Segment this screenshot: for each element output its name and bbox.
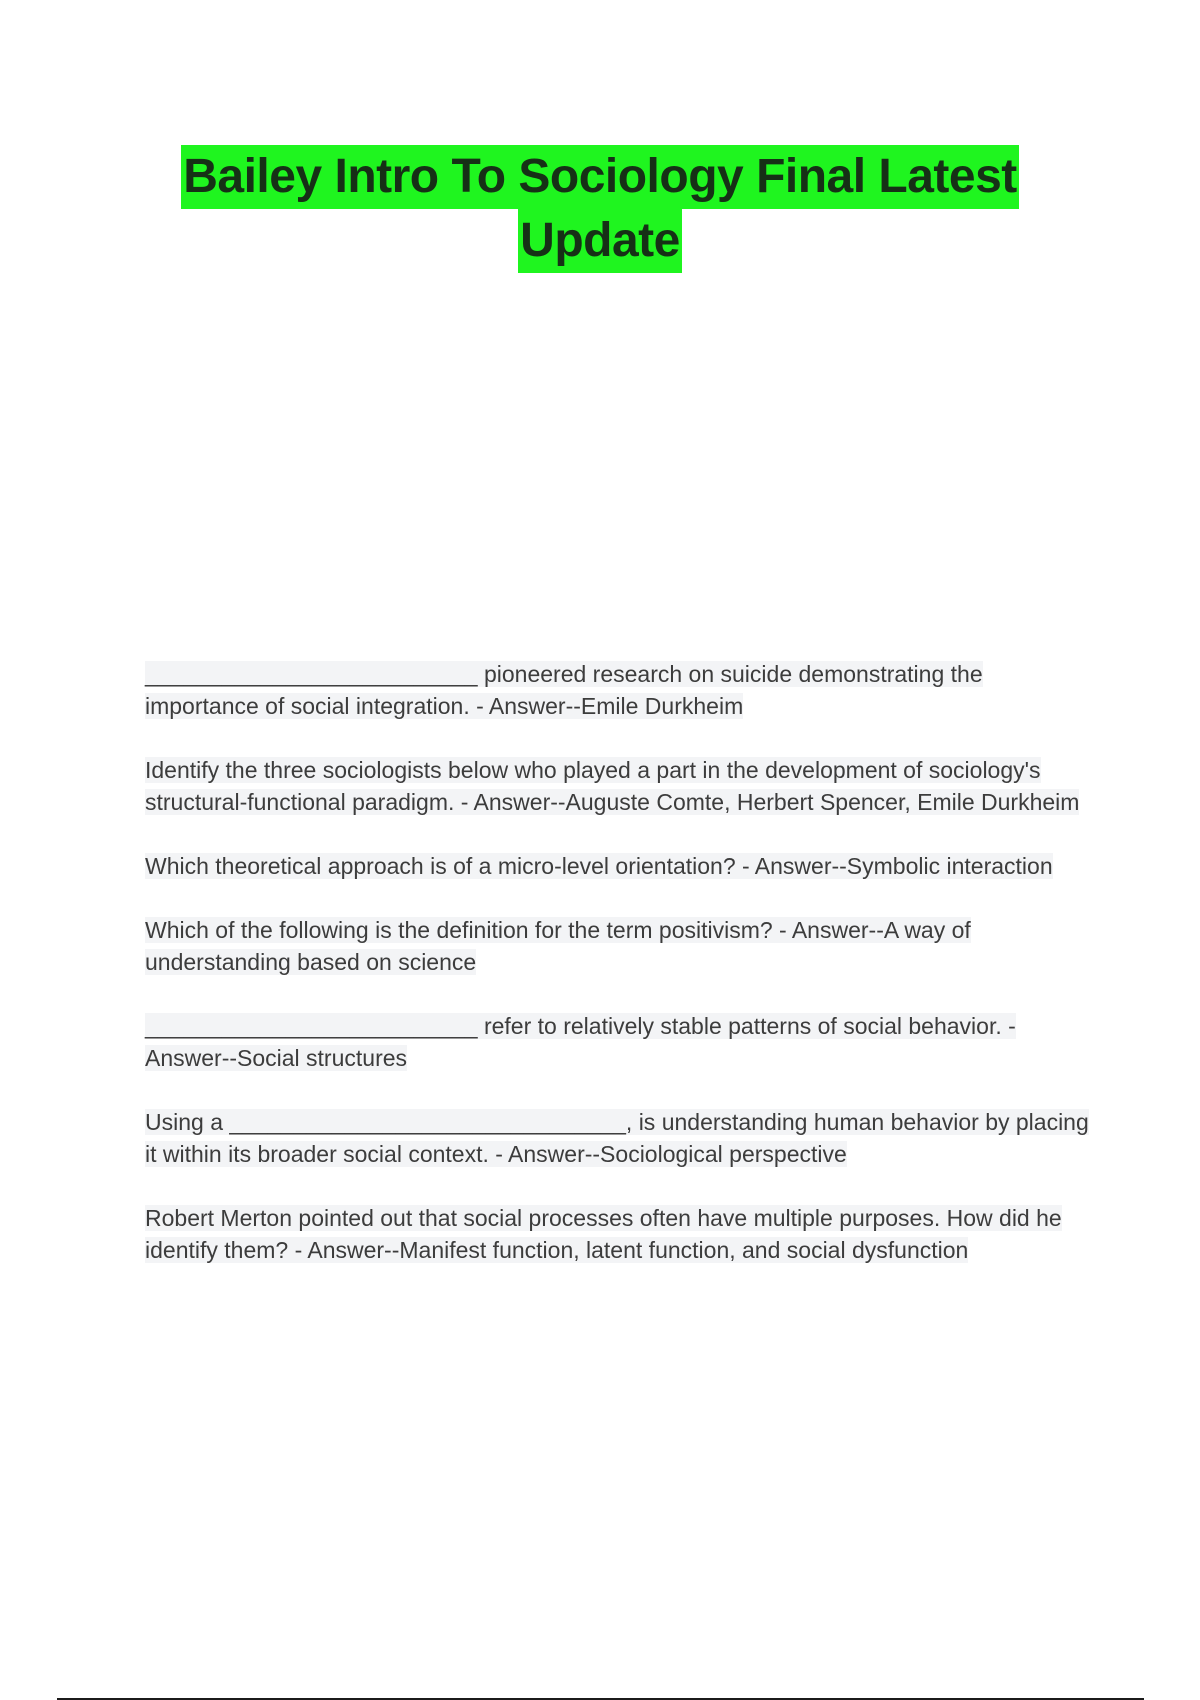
qa-item — [145, 1106, 1095, 1170]
question-answer-list — [145, 658, 1095, 1298]
title-line-1: Bailey Intro To Sociology Final Latest — [181, 145, 1019, 209]
qa-text: Using a _______________________________, is understanding human behavior by placing it within its broader social context. - Answer--Sociological perspective — [145, 1109, 1089, 1167]
qa-text: __________________________ refer to relatively stable patterns of social behavior. - Answer--Social structures — [145, 1013, 1016, 1071]
qa-text: Robert Merton pointed out that social processes often have multiple purposes. How did he identify them? - Answer--Manifest function, latent function, and social dysfunction — [145, 1205, 1062, 1263]
qa-text: Identify the three sociologists below who played a part in the development of sociology's structural-functional paradigm. - Answer--Auguste Comte, Herbert Spencer, Emile Durkheim — [145, 757, 1080, 815]
qa-text: Which theoretical approach is of a micro-level orientation? - Answer--Symbolic interaction — [145, 853, 1053, 879]
qa-item — [145, 658, 1095, 722]
qa-item — [145, 754, 1095, 818]
qa-item — [145, 914, 1095, 978]
document-title — [0, 145, 1200, 273]
qa-item — [145, 1010, 1095, 1074]
qa-item — [145, 1202, 1095, 1266]
qa-text: __________________________ pioneered research on suicide demonstrating the importance of social integration. - Answer--Emile Durkheim — [145, 661, 983, 719]
qa-text: Which of the following is the definition for the term positivism? - Answer--A way of understanding based on science — [145, 917, 971, 975]
qa-item — [145, 850, 1095, 882]
title-line-2: Update — [518, 209, 682, 273]
